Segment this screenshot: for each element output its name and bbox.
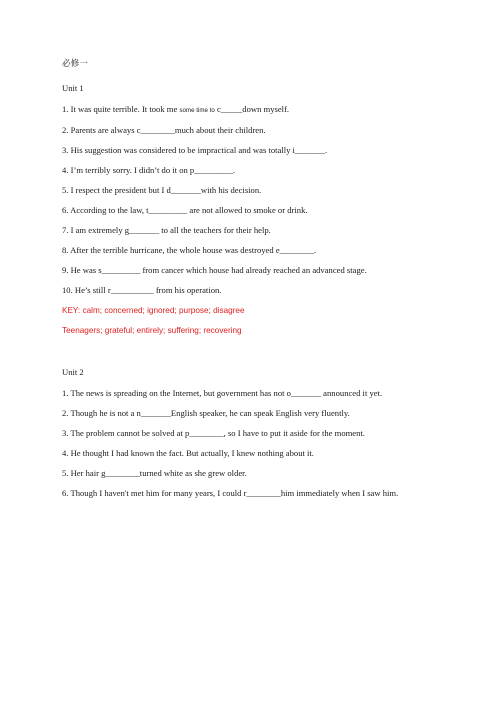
unit-1-question-9: 9. He was s_________ from cancer which house had already reached an advanced stage. (62, 265, 367, 275)
unit-2-section (62, 367, 426, 499)
question-1-prefix: 1. It was quite terrible. It took me (62, 104, 180, 114)
unit-1-question-2: 2. Parents are always c________much about their children. (62, 125, 266, 135)
unit-1-question-7: 7. I am extremely g_______ to all the teachers for their help. (62, 225, 271, 235)
unit-1-question-5: 5. I respect the president but I d_______with his decision. (62, 185, 262, 195)
unit-1-question-10: 10. He’s still r__________ from his operation. (62, 285, 222, 295)
unit-1-key-line-2: Teenagers; grateful; entirely; suffering; recovering (62, 326, 242, 335)
unit-2-question-5: 5. Her hair g________turned white as she grew older. (62, 468, 247, 478)
question-1-suffix: c_____down myself. (214, 104, 290, 114)
unit-2-question-4: 4. He thought I had known the fact. But actually, I knew nothing about it. (62, 448, 314, 458)
unit-1-key-line-1: KEY: calm; concerned; ignored; purpose; disagree (62, 306, 245, 315)
unit-2-question-1: 1. The news is spreading on the Internet, but government has not o_______ announced it yet. (62, 388, 383, 398)
unit-1-question-1 (62, 104, 426, 116)
unit-2-title: Unit 2 (62, 367, 84, 377)
question-1-small-text: some time to (179, 107, 215, 114)
unit-1-question-3: 3. His suggestion was considered to be impractical and was totally i_______. (62, 145, 328, 155)
unit-2-question-3: 3. The problem cannot be solved at p________, so I have to put it aside for the moment. (62, 428, 365, 438)
unit-1-question-4: 4. I’m terribly sorry. I didn’t do it on p_________. (62, 165, 236, 175)
unit-1-title: Unit 1 (62, 83, 84, 93)
document-page (62, 58, 426, 508)
unit-1-question-8: 8. After the terrible hurricane, the whole house was destroyed e________. (62, 245, 317, 255)
section-spacer (62, 345, 426, 367)
book-title: 必修一 (62, 58, 88, 68)
unit-1-question-6: 6. According to the law, t_________ are not allowed to smoke or drink. (62, 205, 308, 215)
unit-1-section (62, 83, 426, 336)
unit-2-question-6: 6. Though I haven't met him for many years, I could r________him immediately when I saw him. (62, 488, 399, 498)
unit-2-question-2: 2. Though he is not a n_______English speaker, he can speak English very fluently. (62, 408, 350, 418)
